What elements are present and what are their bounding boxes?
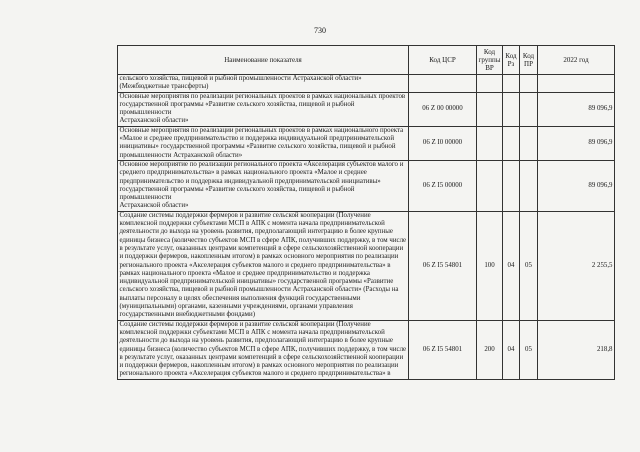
- indicator-name-line: Основные мероприятия по реализации региональных проектов в рамках национальных проектов: [119, 92, 406, 100]
- indicator-name-line: Создание системы поддержки фермеров и развитие сельской кооперации (Получение: [119, 320, 371, 328]
- rz-code-cell: [503, 92, 520, 126]
- pr-code-cell: [520, 75, 538, 93]
- indicator-name-line: выплаты персоналу в целях обеспечения выполнения функций государственными: [119, 294, 361, 302]
- indicator-name-line: комплексной поддержки субъектами МСП в АПК с момента начала предпринимательской: [119, 328, 385, 336]
- table-row: [118, 211, 615, 320]
- csr-code-cell: 06 Z I5 00000: [409, 160, 477, 211]
- indicator-name-line: предпринимательство и поддержка индивидуальной предпринимательской инициативы»: [119, 177, 381, 185]
- kvr-code-cell: 200: [477, 320, 503, 379]
- pr-code-cell: 05: [520, 211, 538, 320]
- header-csr: Код ЦСР: [409, 46, 477, 75]
- csr-code-cell: [409, 75, 477, 93]
- amount-cell: 89 096,9: [538, 126, 615, 160]
- indicator-name-cell: [118, 160, 409, 211]
- amount-cell: 89 096,9: [538, 160, 615, 211]
- indicator-name-line: комплексной поддержки субъектами МСП в АПК с момента начала предпринимательской: [119, 220, 385, 228]
- indicator-name-line: Основное мероприятие по реализации регионального проекта «Акселерация субъектов малого и: [119, 160, 404, 168]
- indicator-name-line: (Межбюджетные трансферты): [119, 83, 209, 91]
- header-name: Наименование показателя: [118, 46, 409, 75]
- rz-code-cell: 04: [503, 211, 520, 320]
- indicator-name-line: государственными внебюджетными фондами): [119, 311, 256, 319]
- indicator-name-cell: [118, 92, 409, 126]
- header-year: 2022 год: [538, 46, 615, 75]
- budget-table: [117, 45, 615, 380]
- indicator-name-line: «Малое и среднее предпринимательство и поддержка индивидуальной предпринимательской: [119, 135, 395, 143]
- indicator-name-line: и поддержки фермеров, накопленным итогом) в рамках основного мероприятия по реализации: [119, 362, 399, 370]
- indicator-name-cell: [118, 320, 409, 379]
- amount-cell: 2 255,5: [538, 211, 615, 320]
- kvr-code-cell: [477, 75, 503, 93]
- indicator-name-line: инициативы» государственной программы «Развитие сельского хозяйства, пищевой и рыбной: [119, 143, 396, 151]
- amount-cell: 89 096,9: [538, 92, 615, 126]
- indicator-name-line: и поддержки фермеров, накопленным итогом) в рамках основного мероприятия по реализации: [119, 253, 399, 261]
- table-row: [118, 320, 615, 379]
- indicator-name-line: деятельности до выхода на уровень развития, предполагающий интеграцию в более крупные: [119, 228, 393, 236]
- header-kvr: Код группы ВР: [477, 46, 503, 75]
- header-pr: Код ПР: [520, 46, 538, 75]
- rz-code-cell: [503, 126, 520, 160]
- header-rz: Код Рз: [503, 46, 520, 75]
- kvr-code-cell: 100: [477, 211, 503, 320]
- csr-code-cell: 06 Z I5 54801: [409, 211, 477, 320]
- indicator-name-line: сельского хозяйства, пищевой и рыбной промышленности Астраханской области» (Расходы на: [119, 286, 399, 294]
- indicator-name-line: единицы бизнеса (количество субъектов МСП в сфере АПК, получивших поддержку, в том числе: [119, 345, 407, 353]
- table-row: [118, 92, 615, 126]
- indicator-name-line: промышленности Астраханской области»: [119, 151, 243, 159]
- indicator-name-line: государственной программы «Развитие сельского хозяйства, пищевой и рыбной промышленности: [119, 185, 355, 202]
- table-row: [118, 126, 615, 160]
- csr-code-cell: 06 Z I0 00000: [409, 126, 477, 160]
- page-number: 730: [314, 26, 326, 35]
- indicator-name-line: регионального проекта «Акселерация субъектов малого и среднего предпринимательства» в: [119, 370, 391, 378]
- indicator-name-line: Астраханской области»: [119, 202, 189, 210]
- indicator-name-line: рамках национального проекта «Малое и среднее предпринимательство и поддержка: [119, 269, 370, 277]
- indicator-name-line: среднего предпринимательства» в рамках национального проекта «Малое и среднее: [119, 169, 367, 177]
- csr-code-cell: 06 Z 00 00000: [409, 92, 477, 126]
- pr-code-cell: 05: [520, 320, 538, 379]
- indicator-name-cell: [118, 126, 409, 160]
- indicator-name-line: сельского хозяйства, пищевой и рыбной промышленности Астраханской области»: [119, 75, 362, 82]
- indicator-name-line: регионального проекта «Акселерация субъектов малого и среднего предпринимательства» в: [119, 261, 391, 269]
- pr-code-cell: [520, 160, 538, 211]
- indicator-name-line: индивидуальной предпринимательской инициативы» государственной программы «Развитие: [119, 278, 394, 286]
- amount-cell: [538, 75, 615, 93]
- indicator-name-line: (муниципальными) органами, казенными учреждениями, органами управления: [119, 303, 353, 311]
- indicator-name-line: Основные мероприятия по реализации региональных проектов в рамках национального проекта: [119, 126, 404, 134]
- rz-code-cell: [503, 160, 520, 211]
- amount-cell: 218,8: [538, 320, 615, 379]
- indicator-name-line: Создание системы поддержки фермеров и развитие сельской кооперации (Получение: [119, 211, 371, 219]
- table-header-row: [118, 46, 615, 75]
- csr-code-cell: 06 Z I5 54801: [409, 320, 477, 379]
- table-row: [118, 160, 615, 211]
- indicator-name-line: государственной программы «Развитие сельского хозяйства, пищевой и рыбной промышленности: [119, 100, 355, 117]
- indicator-name-line: единицы бизнеса (количество субъектов МСП в сфере АПК, получивших поддержку, в том числе: [119, 236, 407, 244]
- indicator-name-cell: [118, 75, 409, 93]
- pr-code-cell: [520, 126, 538, 160]
- rz-code-cell: 04: [503, 320, 520, 379]
- indicator-name-line: в результате услуг, оказанных центрами компетенций в сфере сельскохозяйственной кооперации: [119, 244, 404, 252]
- indicator-name-cell: [118, 211, 409, 320]
- kvr-code-cell: [477, 160, 503, 211]
- indicator-name-line: в результате услуг, оказанных центрами компетенций в сфере сельскохозяйственной кооперации: [119, 353, 404, 361]
- rz-code-cell: [503, 75, 520, 93]
- indicator-name-line: Астраханской области»: [119, 117, 189, 125]
- kvr-code-cell: [477, 126, 503, 160]
- indicator-name-line: деятельности до выхода на уровень развития, предполагающий интеграцию в более крупные: [119, 337, 393, 345]
- pr-code-cell: [520, 92, 538, 126]
- kvr-code-cell: [477, 92, 503, 126]
- table-row: [118, 75, 615, 93]
